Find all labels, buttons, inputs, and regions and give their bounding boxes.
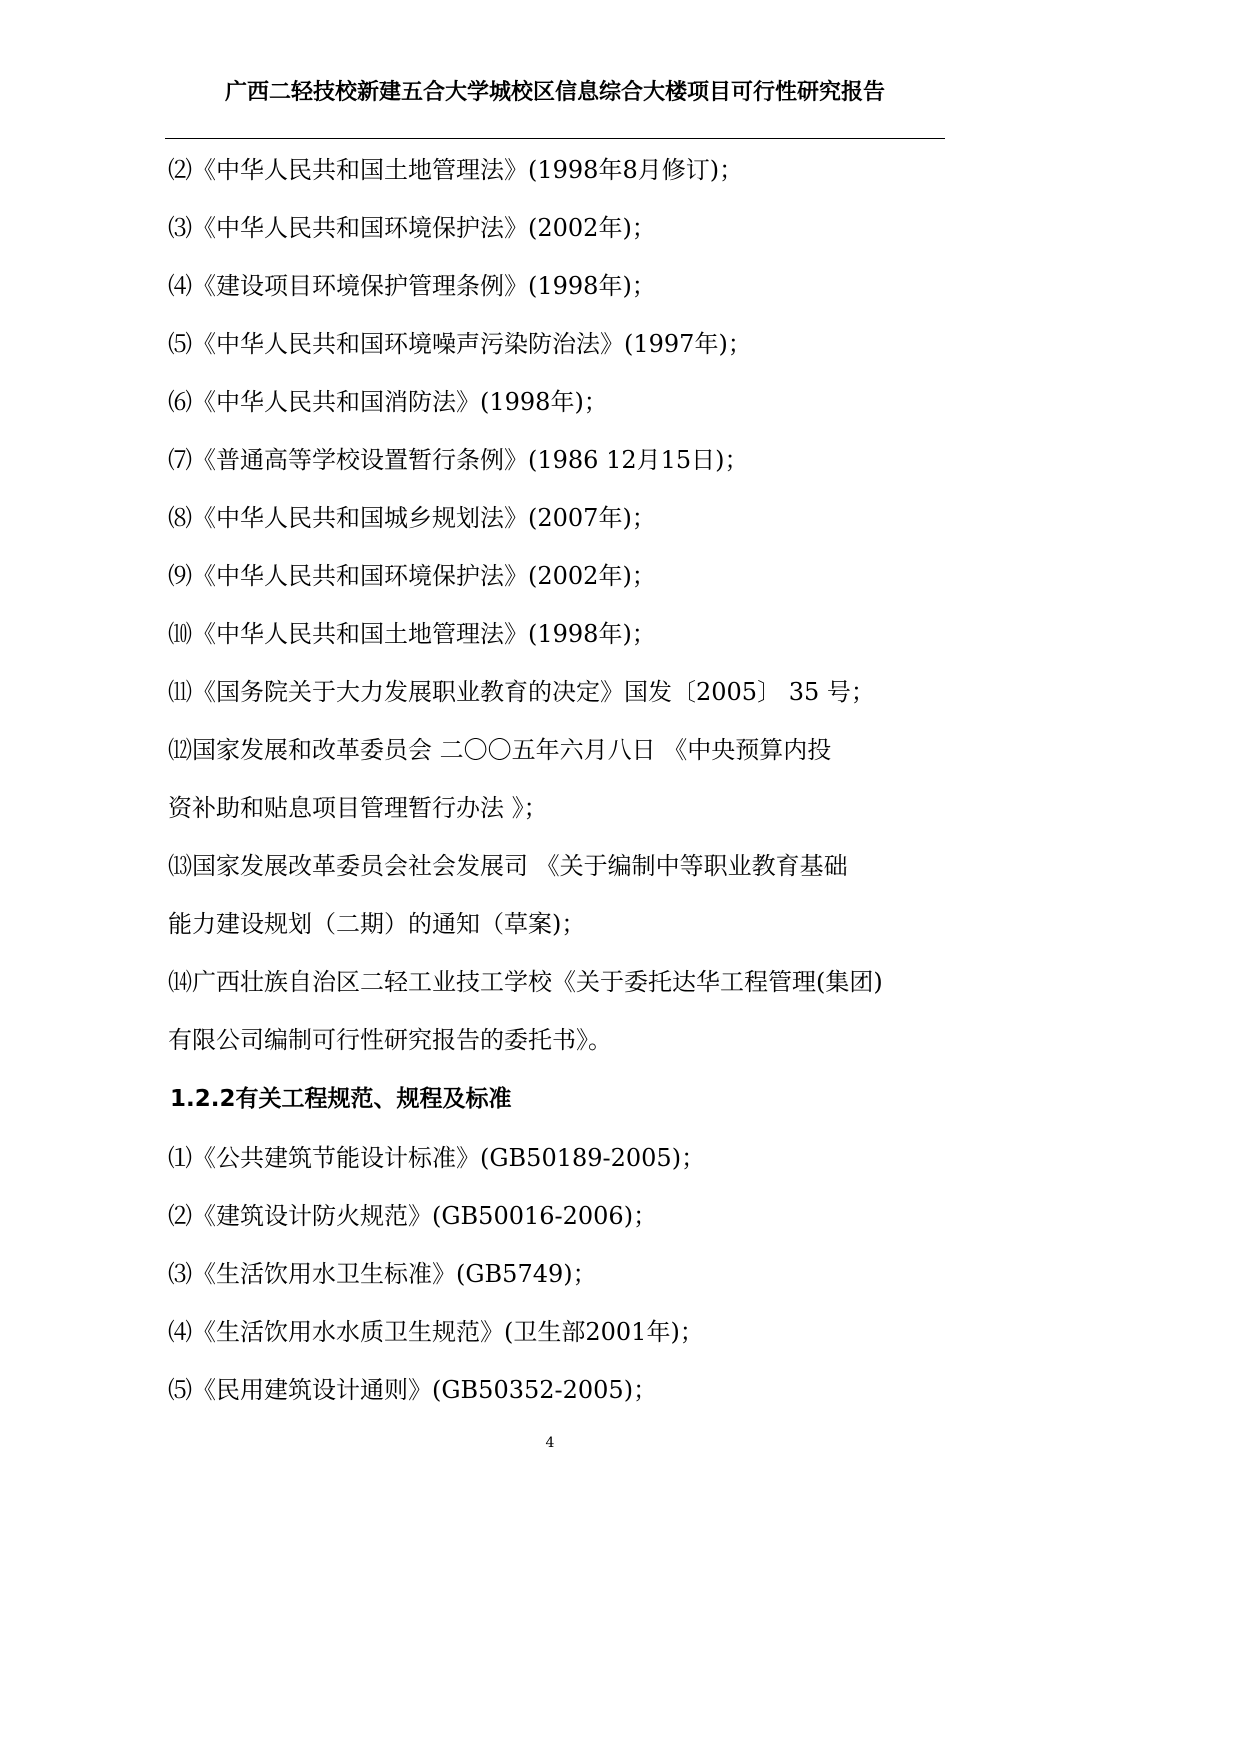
section-heading: 1.2.2有关工程规范、规程及标准 [170, 1086, 512, 1112]
law-item: ⑼《中华人民共和国环境保护法》(2002年)； [168, 562, 656, 590]
law-item: ⑺《普通高等学校设置暂行条例》(1986 12月15日)； [168, 446, 749, 474]
law-item: ⑻《中华人民共和国城乡规划法》(2007年)； [168, 504, 656, 532]
law-item: ⑿国家发展和改革委员会 二〇〇五年六月八日 《中央预算内投 [168, 736, 832, 764]
standard-item: ⑶《生活饮用水卫生标准》(GB5749)； [168, 1260, 597, 1288]
law-item: ⒀国家发展改革委员会社会发展司 《关于编制中等职业教育基础 [168, 852, 848, 880]
standard-item: ⑷《生活饮用水水质卫生规范》(卫生部2001年)； [168, 1318, 704, 1346]
law-item-continuation: 能力建设规划（二期）的通知（草案)； [168, 910, 586, 938]
law-item-continuation: 资补助和贴息项目管理暂行办法 》； [168, 794, 548, 822]
header-divider [165, 138, 945, 139]
law-item: ⑾《国务院关于大力发展职业教育的决定》国发〔2005〕 35 号； [168, 678, 875, 706]
law-item: ⑶《中华人民共和国环境保护法》(2002年)； [168, 214, 656, 242]
law-item: ⑸《中华人民共和国环境噪声污染防治法》(1997年)； [168, 330, 752, 358]
law-item: ⑵《中华人民共和国土地管理法》(1998年8月修订)； [168, 156, 744, 184]
law-item-continuation: 有限公司编制可行性研究报告的委托书》。 [168, 1026, 612, 1054]
standard-item: ⑵《建筑设计防火规范》(GB50016-2006)； [168, 1202, 658, 1230]
law-item: ⑷《建设项目环境保护管理条例》(1998年)； [168, 272, 656, 300]
law-item: ⑽《中华人民共和国土地管理法》(1998年)； [168, 620, 656, 648]
page-number: 4 [545, 1435, 555, 1451]
document-header-title: 广西二轻技校新建五合大学城校区信息综合大楼项目可行性研究报告 [224, 80, 885, 105]
law-item: ⒁广西壮族自治区二轻工业技工学校《关于委托达华工程管理(集团) [168, 968, 883, 996]
standard-item: ⑸《民用建筑设计通则》(GB50352-2005)； [168, 1376, 658, 1404]
standard-item: ⑴《公共建筑节能设计标准》(GB50189-2005)； [168, 1144, 706, 1172]
law-item: ⑹《中华人民共和国消防法》(1998年)； [168, 388, 608, 416]
